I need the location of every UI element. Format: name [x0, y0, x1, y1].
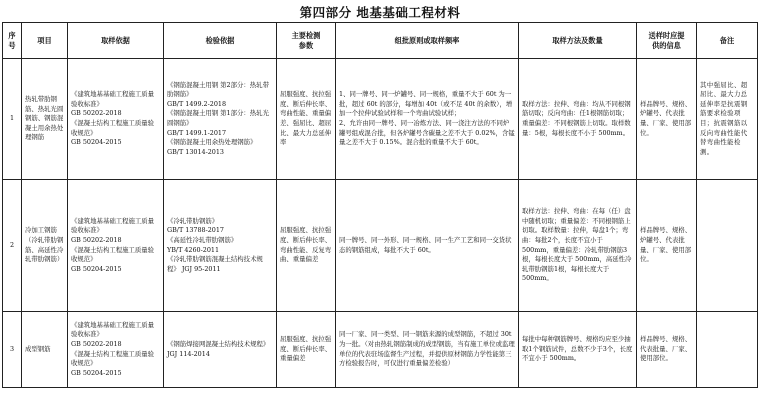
row-params: 屈服强度、抗拉强度、断后伸长率、弯曲性能、反复弯曲、重量偏差 — [277, 180, 336, 312]
materials-table — [2, 22, 758, 388]
header-params: 主要检测 参数 — [277, 23, 336, 59]
row-params: 屈服强度、抗拉强度、断后伸长率、弯曲性能、重量偏差、强屈比、超屈比、最大力总延伸率 — [277, 59, 336, 180]
header-remark: 备注 — [697, 23, 758, 59]
row-inspection-basis: 《钢筋焊接网混凝土结构技术规程》 JGJ 114-2014 — [164, 312, 277, 388]
row-batch-rule: 同一厂家、同一类型、同一钢筋来源的成型钢筋，不超过 30t 为一批。（对由热轧钢筋制成的成型钢筋，当有施工单位或监理单位的代表驻场监督生产过程，并提供原材钢筋力学性能第三方检验报告时，可仅进行重量偏差检验） — [336, 312, 519, 388]
row-inspection-basis: 《冷轧带肋钢筋》 GB/T 13788-2017 《高延性冷轧带肋钢筋》 YB/T 4260-2011 《冷轧带肋钢筋混凝土结构技术规程》 JGJ 95-2011 — [164, 180, 277, 312]
row-batch-rule: 1、同一牌号、同一炉罐号、同一规格，重量不大于 60t 为一批，超过 60t 的部分，每增加 40t（或不足 40t 的余数），增加一个拉伸试验试样和一个弯曲试验试样； 2、允许由同一牌号、同一冶炼方法、同一浇注方法的不同炉罐号组成混合批，但各炉罐号含碳量之差不大于 0.02%，含锰量之差不大于 0.15%。混合批的重量不大于 60t。 — [336, 59, 519, 180]
row-no: 1 — [3, 59, 22, 180]
page-title: 第四部分 地基基础工程材料 — [299, 5, 461, 20]
row-info: 样品牌号、规格、炉罐号、代表批量、厂家、使用部位。 — [637, 59, 697, 180]
row-item: 冷加工钢筋（冷轧带肋钢筋、高延性冷轧带肋钢筋） — [22, 180, 68, 312]
row-batch-rule: 同一牌号、同一外形、同一规格、同一生产工艺和同一交货状态的钢筋组成，每批不大于 60t。 — [336, 180, 519, 312]
row-remark — [697, 180, 758, 312]
row-item: 成型钢筋 — [22, 312, 68, 388]
header-item: 项目 — [22, 23, 68, 59]
row-method: 每批中每种钢筋牌号、规格均应至少抽取1个钢筋试件，总数不少于3个，长度不宜小于 500mm。 — [519, 312, 637, 388]
header-sampling-basis: 取样依据 — [68, 23, 164, 59]
header-inspection-basis: 检验依据 — [164, 23, 277, 59]
row-sampling-basis: 《建筑地基基础工程施工质量验收标准》 GB 50202-2018 《混凝土结构工程施工质量验收规范》 GB 50204-2015 — [68, 312, 164, 388]
row-info: 样品牌号、规格、炉罐号、代表批量、厂家、使用部位。 — [637, 180, 697, 312]
table-row — [3, 59, 758, 180]
row-params: 屈服强度、抗拉强度、断后伸长率、重量偏差 — [277, 312, 336, 388]
header-method: 取样方法及数量 — [519, 23, 637, 59]
header-info: 送样时应提 供的信息 — [637, 23, 697, 59]
header-batch-rule: 组批原则或取样频率 — [336, 23, 519, 59]
header-no: 序 号 — [3, 23, 22, 59]
row-method: 取样方法：拉伸、弯曲：均从不同根钢筋切取；反向弯曲：任1根钢筋切取；重量偏差：不同根钢筋上切取。取样数量：5根，每根长度不小于 500mm。 — [519, 59, 637, 180]
row-sampling-basis: 《建筑地基基础工程施工质量验收标准》 GB 50202-2018 《混凝土结构工程施工质量验收规范》 GB 50204-2015 — [68, 180, 164, 312]
row-method: 取样方法：拉伸、弯曲：在每（任）盘中随机切取；重量偏差：不同根钢筋上切取。取样数量：拉伸，每盘1个；弯曲：每批2个，长度不宜小于 500mm，重量偏差：冷轧带肋钢筋3根，每根长度大于 500mm，高延性冷轧带肋钢筋1根，每根长度大于 500mm。 — [519, 180, 637, 312]
row-inspection-basis: 《钢筋混凝土用钢 第2部分：热轧带肋钢筋》 GB/T 1499.2-2018 《钢筋混凝土用钢 第1部分：热轧光圆钢筋》 GB/T 1499.1-2017 《钢筋混凝土用余热处理钢筋》 GB/T 13014-2013 — [164, 59, 277, 180]
row-no: 2 — [3, 180, 22, 312]
row-no: 3 — [3, 312, 22, 388]
row-info: 样品牌号、规格、代表批量、厂家、使用部位。 — [637, 312, 697, 388]
row-remark — [697, 312, 758, 388]
table-row — [3, 180, 758, 312]
table-row — [3, 312, 758, 388]
row-remark: 其中强屈比、超屈比、最大力总延伸率是抗震钢筋要求检验项目；抗震钢筋以反向弯曲性能代替弯曲性能检测。 — [697, 59, 758, 180]
row-item: 热轧带肋钢筋、热轧光圆钢筋、钢筋混凝土用余热处理钢筋 — [22, 59, 68, 180]
row-sampling-basis: 《建筑地基基础工程施工质量验收标准》 GB 50202-2018 《混凝土结构工程施工质量验收规范》 GB 50204-2015 — [68, 59, 164, 180]
header-row — [3, 23, 758, 59]
